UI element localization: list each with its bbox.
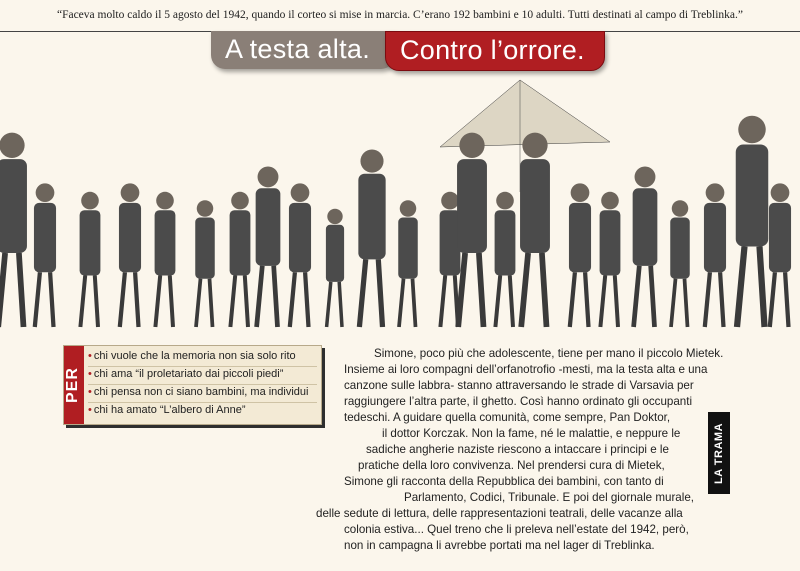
plot-line: Simone, poco più che adolescente, tiene per mano il piccolo Mietek. [374,347,724,360]
title-part-2: Contro l’orrore. [385,31,605,71]
figure-silhouette [520,133,550,327]
plot-line: Insieme ai loro compagni dell’orfanotrofio -mesti, ma la testa alta e una [344,363,708,376]
plot-line: delle sedute di lettura, delle rappresentazioni teatrali, delle vacanze alla [316,507,683,520]
figure-silhouette [34,183,56,327]
plot-line: non in campagna li avrebbe portati ma nel lager di Treblinka. [344,539,655,552]
per-item: • chi ama “il proletariato dai piccoli piedi” [88,367,317,385]
per-box [63,345,322,425]
plot-text [316,346,742,554]
plot-line: il dottor Korczak. Non la fame, né le malattie, e neppure le [382,427,681,440]
figure-silhouette [495,192,516,327]
figure-silhouette [80,192,101,327]
figure-silhouette [119,183,141,327]
figure-silhouette [457,133,487,327]
plot-line: Parlamento, Codici, Tribunale. E poi del giornale murale, [404,491,694,504]
figure-silhouette [670,200,690,327]
figure-silhouette [195,200,215,327]
per-item: • chi ha amato “L’albero di Anne” [88,404,246,416]
per-item: • chi vuole che la memoria non sia solo rito [88,349,317,367]
per-item: • chi pensa non ci siano bambini, ma individui [88,385,317,403]
figure-silhouette [326,209,344,327]
figure-silhouette [155,192,176,327]
bullet-icon: • [88,386,92,398]
figure-silhouette [769,183,791,327]
plot-line: sadiche angherie naziste riescono a intaccare i principi e le [366,443,669,456]
per-label: PER [64,346,84,424]
figure-silhouette [600,192,621,327]
plot-line: raggiungere l’altra parte, il ghetto. Così hanno ordinato gli occupanti [344,395,693,408]
figure-silhouette [256,166,281,327]
figure-silhouette [569,183,591,327]
title-part-1: A testa alta. [211,31,395,69]
plot-line: Simone gli racconta della Repubblica dei bambini, con tanto di [344,475,664,488]
bullet-icon: • [88,404,92,416]
figure-silhouette [289,183,311,327]
per-list [88,349,317,420]
figure-silhouette [358,150,385,327]
figure-silhouette [398,200,418,327]
march-illustration [0,72,800,347]
figure-silhouette [704,183,726,327]
bullet-icon: • [88,350,92,362]
header-quote: “Faceva molto caldo il 5 agosto del 1942, quando il corteo si mise in marcia. C’erano 192 bambini e 10 adulti. Tutti destinati al campo di Treblinka.” [56,9,744,21]
figure-silhouette [633,166,658,327]
figure-silhouette [736,116,769,327]
plot-line: canzone sulle labbra- stanno attraversando le strade di Varsavia per [344,379,694,392]
figure-silhouette [230,192,251,327]
plot-label: LA TRAMA [708,412,730,494]
bullet-icon: • [88,368,92,380]
plot-line: colonia estiva... Quel treno che li preleva nell’estate del 1942, però, [344,523,689,536]
plot-line: pratiche della loro convivenza. Nel prendersi cura di Mietek, [358,459,665,472]
plot-line: tedeschi. A guidare quella comunità, come sempre, Pan Doktor, [344,411,671,424]
figure-silhouette [0,133,27,327]
